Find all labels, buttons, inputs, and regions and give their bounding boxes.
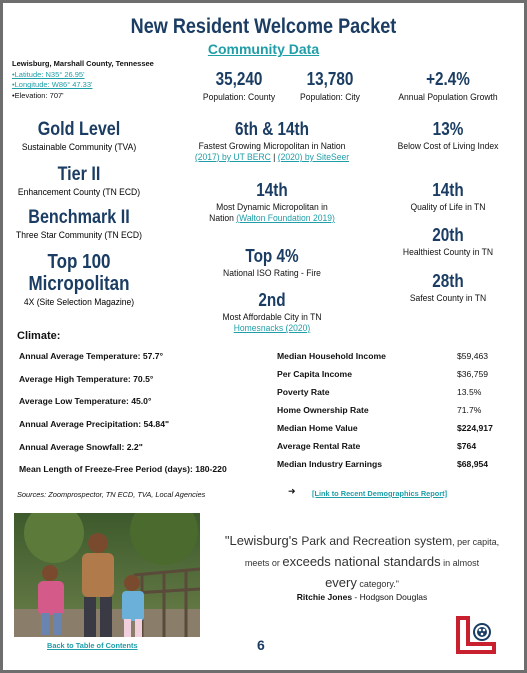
stat-safest-county — [381, 271, 515, 304]
stat-value: 14th — [256, 180, 288, 200]
demographic-value: $68,954 — [457, 459, 489, 469]
demographics-report-link[interactable]: [Link to Recent Demographics Report] — [312, 489, 448, 498]
quote-text: category." — [356, 579, 399, 589]
stat-population-city — [291, 69, 369, 103]
homesnacks-link[interactable]: Homesnacks (2020) — [233, 323, 311, 334]
section-subtitle: Community Data — [207, 41, 320, 57]
walton-link[interactable]: (Walton Foundation 2019) — [236, 213, 335, 224]
stat-healthiest-county — [381, 225, 515, 258]
demographic-label: Median Industry Earnings — [277, 459, 383, 469]
stat-value: Tier II — [57, 164, 101, 185]
stat-population-growth — [381, 69, 515, 103]
stat-value: 28th — [432, 271, 464, 291]
stat-label: Safest County in TN — [409, 293, 487, 304]
quote-text: , per capita, — [452, 537, 500, 547]
demographic-value: 71.7% — [457, 405, 482, 415]
family-photo — [14, 513, 200, 637]
quote-text: Park and Recreation system — [301, 534, 453, 548]
arrow-right-icon: ➜ — [288, 486, 296, 496]
latitude-link[interactable]: •Latitude: N35° 26.95' — [12, 69, 85, 79]
quote-text: every — [325, 575, 357, 590]
quote-author-org: - Hodgson Douglas — [352, 592, 428, 602]
demographic-label: Median Household Income — [277, 351, 386, 361]
stat-label: Three Star Community (TN ECD) — [16, 230, 142, 241]
climate-row: Annual Average Snowfall: 2.2" — [19, 442, 143, 452]
ut-berc-link[interactable]: (2017) by UT BERC — [194, 152, 271, 163]
stat-most-affordable — [169, 290, 375, 334]
demographic-label: Home Ownership Rate — [277, 405, 369, 415]
stat-value: Gold Level — [37, 119, 121, 140]
stat-quality-of-life — [381, 180, 515, 213]
demographic-row — [277, 351, 497, 361]
demographic-value: $764 — [457, 441, 477, 451]
demographic-value: $224,917 — [457, 423, 493, 433]
stat-value-2: Micropolitan — [28, 273, 130, 295]
stat-label: National ISO Rating - Fire — [223, 268, 321, 279]
stat-label: Enhancement County (TN ECD) — [17, 187, 141, 198]
packet-page — [3, 3, 524, 670]
stat-population-county — [197, 69, 281, 103]
climate-row: Average Low Temperature: 45.0° — [19, 396, 152, 406]
stat-value: Benchmark II — [28, 207, 130, 228]
page-title: New Resident Welcome Packet — [130, 15, 397, 38]
quote-block — [217, 531, 507, 594]
page-number: 6 — [257, 637, 265, 653]
climate-heading: Climate: — [17, 330, 61, 342]
demographic-row — [277, 387, 497, 397]
sources-note: Sources: Zoomprospector, TN ECD, TVA, Local Agencies — [17, 490, 206, 499]
stat-value: 20th — [432, 225, 464, 245]
longitude-link[interactable]: •Longitude: W86° 47.33' — [12, 80, 93, 90]
elevation-text: •Elevation: 707' — [12, 90, 64, 100]
quote-text: meets or — [244, 558, 283, 568]
stat-value: 14th — [432, 180, 464, 200]
stat-label: Sustainable Community (TVA) — [21, 142, 137, 153]
stat-value: 13,780 — [306, 69, 354, 89]
quote-attribution — [217, 592, 507, 602]
stat-label-2: Nation — [209, 213, 237, 224]
stat-value: 35,240 — [215, 69, 263, 89]
demographic-value: $36,759 — [457, 369, 489, 379]
stat-label: Fastest Growing Micropolitan in Nation — [198, 141, 346, 152]
location-name: Lewisburg, Marshall County, Tennessee — [12, 59, 154, 68]
demographic-label: Median Home Value — [277, 423, 358, 433]
stat-label: Most Affordable City in TN — [222, 312, 322, 323]
separator: | — [270, 152, 278, 163]
demographic-label: Poverty Rate — [277, 387, 330, 397]
stat-fastest-growing — [169, 119, 375, 163]
quote-text: in almost — [440, 558, 480, 568]
demographic-row — [277, 423, 497, 433]
stat-benchmark-ii — [3, 207, 155, 241]
back-to-toc-link[interactable]: Back to Table of Contents — [47, 641, 138, 650]
climate-row: Annual Average Temperature: 57.7° — [19, 351, 164, 361]
stat-label: Annual Population Growth — [398, 92, 498, 103]
quote-text: exceeds national standards — [282, 554, 441, 569]
stat-value: 2nd — [258, 290, 286, 310]
stat-iso-rating — [169, 246, 375, 279]
demographic-row — [277, 369, 497, 379]
stat-label: Population: City — [300, 92, 360, 103]
demographic-label: Per Capita Income — [277, 369, 352, 379]
stat-gold-level — [3, 119, 155, 153]
climate-row: Annual Average Precipitation: 54.84" — [19, 419, 170, 429]
demographic-row — [277, 441, 497, 451]
demographic-row — [277, 405, 497, 415]
quote-text: "Lewisburg's — [224, 533, 302, 548]
stat-value: +2.4% — [426, 69, 470, 89]
location-info — [12, 59, 154, 101]
demographic-label: Average Rental Rate — [277, 441, 361, 451]
stat-most-dynamic — [169, 180, 375, 224]
stat-value: 6th & 14th — [235, 119, 309, 139]
stat-cost-of-living — [381, 119, 515, 152]
demographic-row — [277, 459, 497, 469]
stat-value: Top 4% — [245, 246, 299, 266]
climate-row: Average High Temperature: 70.5° — [19, 374, 154, 384]
lewisburg-logo-icon — [452, 612, 500, 658]
stat-label: Healthiest County in TN — [402, 247, 494, 258]
stat-label: Most Dynamic Micropolitan in — [216, 202, 328, 213]
stat-label: Quality of Life in TN — [410, 202, 486, 213]
siteseer-link[interactable]: (2020) by SiteSeer — [277, 152, 350, 163]
stat-label: Below Cost of Living Index — [397, 141, 499, 152]
demographic-value: 13.5% — [457, 387, 482, 397]
stat-label: Population: County — [202, 92, 276, 103]
stat-label: 4X (Site Selection Magazine) — [23, 297, 135, 308]
demographic-value: $59,463 — [457, 351, 489, 361]
stat-tier-ii — [3, 164, 155, 198]
climate-row: Mean Length of Freeze-Free Period (days): 180-220 — [19, 464, 227, 474]
stat-value: Top 100 — [47, 251, 111, 273]
stat-top-100 — [3, 251, 155, 308]
quote-author: Ritchie Jones — [296, 592, 353, 602]
stat-value: 13% — [432, 119, 464, 139]
